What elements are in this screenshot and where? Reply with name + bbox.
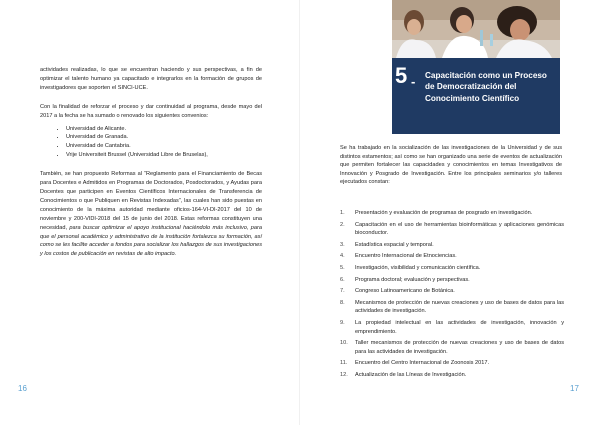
list-item	[340, 339, 564, 356]
item-number: 2.	[340, 221, 345, 228]
list-item: • Universidad de Cantabria.	[66, 142, 262, 151]
list-item: • Universidad de Granada.	[66, 133, 262, 142]
item-text: Congreso Latinoamericano de Botánica.	[355, 288, 455, 295]
item-number: 3.	[340, 241, 345, 248]
left-body-text	[40, 66, 262, 269]
list-item	[340, 287, 564, 296]
item-number: 4.	[340, 253, 345, 260]
item-number: 11.	[340, 360, 348, 367]
section-intro: Se ha trabajado en la socialización de las investigaciones de la Universidad y de sus distintos estamentos; así como se han organizado una serie de eventos de actualización que permiten fortalecer las capacidades y conocimientos en temas Investigativos de Innovación y Posgrado de Investigación. Entre los principales seminarios y/o talleres ejecutados constan:	[340, 145, 562, 186]
item-number: 10.	[340, 340, 348, 347]
paragraph-1: actividades realizadas, lo que se encuentran haciendo y sus perspectivas, a fin de optimizar el talento humano ya capacitado e integrarlos en la formación de grupos de investigadores que soporten el SINCI-UCE.	[40, 67, 262, 91]
item-text: Presentación y evaluación de programas de posgrado en investigación.	[355, 210, 533, 216]
item-number: 6.	[340, 276, 345, 283]
paragraph-3	[40, 170, 262, 259]
item-text: Capacitación en el uso de herramientas bioinformáticas y aplicaciones genómicas bioconductor.	[355, 221, 564, 237]
item-number: 7.	[340, 288, 345, 295]
convenios-list	[40, 125, 262, 161]
page-number-right: 17	[570, 384, 579, 393]
students-laboratory-photo	[392, 0, 560, 58]
paragraph-2: Con la finalidad de reforzar el proceso y dar continuidad al programa, desde mayo del 2017 a la fecha se ha sumado o renovado los siguientes convenios:	[40, 103, 262, 119]
item-number: 8.	[340, 299, 345, 306]
list-item	[340, 299, 564, 316]
list-item	[340, 319, 564, 336]
paragraph-3-text: También, se han propuesto Reformas al “Reglamento para el Financiamiento de Becas para Docentes e Admitidos en Programas de Doctorados, Posdoctorados, y Ayudas para Docentes que participen en Eventos Científicos Internacionales de Transferencia de Conocimientos o que Publiquen en Revistas Indexadas”, las cuales han sido puestas en conocimiento de la máxima autoridad mediante oficios-164-VI-DI-2017 del 10 de noviembre y 200-VIDI-2018 del 15 de junio del 2018. Estas reformas constituyen una necesidad,	[40, 171, 262, 231]
events-list	[340, 209, 564, 383]
item-number: 5.	[340, 264, 345, 271]
list-item	[340, 276, 564, 285]
list-item	[340, 264, 564, 273]
list-item: • Vrije Universiteit Brussel (Universidad Libre de Bruselas),	[66, 151, 262, 160]
paragraph-3-italic: para buscar optimizar el apoyo institucional haciéndolo más inclusivo, para que el personal académico y administrativo de la institución fortalezca su formación, así como se les facilite acceder a fondos para socializar los hallazgos de sus investigaciones y los costos de publicación en revistas de alto impacto.	[40, 224, 262, 258]
section-title: Capacitación como un Proceso de Democratización del Conocimiento Científico	[425, 71, 547, 103]
section-dash: -	[411, 74, 416, 89]
item-number: 9.	[340, 319, 345, 326]
item-number: 12.	[340, 371, 348, 378]
item-text: Investigación, visibilidad y comunicación científica.	[355, 264, 481, 271]
item-text: La propiedad intelectual en las actividades de investigación, innovación y emprendimiento.	[355, 319, 564, 335]
list-item	[340, 371, 564, 380]
item-text: Encuentro del Centro Internacional de Zoonosis 2017.	[355, 360, 490, 367]
list-item	[340, 359, 564, 368]
list-item	[340, 221, 564, 238]
list-item	[340, 209, 564, 218]
item-text: Mecanismos de protección de nuevas creaciones y uso de bases de datos para las actividades de investigación.	[355, 299, 564, 315]
item-text: Taller mecanismos de protección de nuevas creaciones y uso de bases de datos para las actividades de investigación.	[355, 340, 564, 355]
item-text: Encuentro Internacional de Etnociencias.	[355, 253, 457, 260]
section-number: 5	[395, 63, 408, 88]
item-text: Estadística espacial y temporal.	[355, 241, 434, 248]
item-text: Actualización de las Líneas de Investigación.	[355, 371, 467, 378]
item-number: 1.	[340, 210, 345, 216]
list-item: • Universidad de Alicante.	[66, 125, 262, 134]
page-number-left: 16	[18, 384, 27, 393]
item-text: Programa doctoral; evaluación y perspectivas.	[355, 276, 470, 283]
list-item	[340, 252, 564, 261]
list-item	[340, 241, 564, 250]
right-page	[300, 0, 600, 425]
section-title-banner	[392, 58, 560, 134]
